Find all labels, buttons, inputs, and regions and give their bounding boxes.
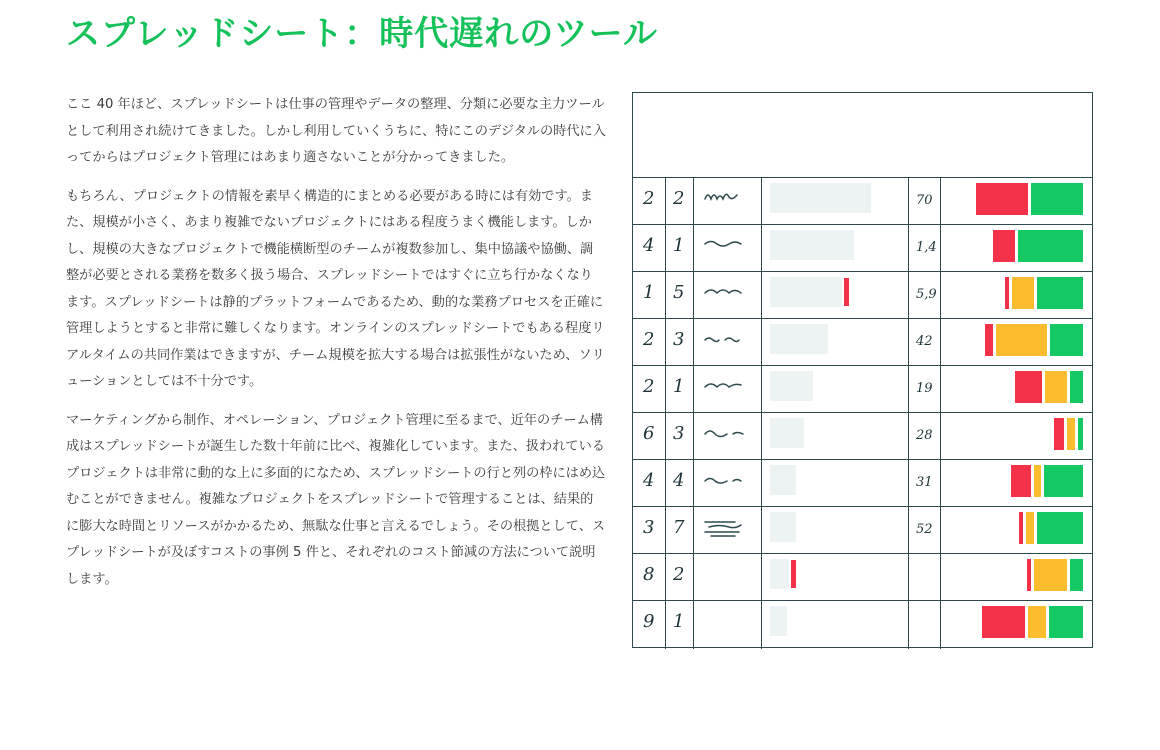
status-green-segment [1037, 277, 1083, 309]
status-yellow-segment [1034, 559, 1067, 591]
cell-value-a: 2 [643, 188, 655, 209]
alert-marker [791, 560, 796, 588]
grid-row-line [633, 365, 1092, 366]
status-red-segment [1027, 559, 1031, 591]
cell-value-a: 8 [643, 564, 655, 585]
status-red-segment [993, 230, 1015, 262]
cell-value-a: 9 [643, 611, 655, 632]
grid-row-line [633, 271, 1092, 272]
cell-value-b: 1 [673, 376, 685, 397]
page-title: スプレッドシート：時代遅れのツール [66, 14, 658, 54]
status-red-segment [985, 324, 993, 356]
alert-marker [844, 278, 849, 306]
grid-column-line [693, 177, 694, 649]
paragraph-limitations: もちろん、プロジェクトの情報を素早く構造的にまとめる必要がある時には有効です。また、規模が小さく、あまり複雑でないプロジェクトにはある程度うまく機能します。しかし、規模の大きなプロジェクトで機能横断型のチームが複数参加し、集中協議や協働、調整が必要とされる業務を数多く扱う場合、スプレッドシートではすぐに立ち行かなくなります。スプレッドシートは静的プラットフォームであるため、動的な業務プロセスを正確に管理しようとすると非常に難しくなります。オンラインのスプレッドシートでもある程度リアルタイムの共同作業はできますが、チーム規模を拡大する場合は拡張性がないため、ソリューションとしては不十分です。 [66, 188, 605, 389]
status-green-segment [1037, 512, 1083, 544]
cell-value-a: 6 [643, 423, 655, 444]
cell-value-b: 3 [673, 329, 685, 350]
grid-column-line [665, 177, 666, 649]
cell-value-a: 4 [643, 235, 655, 256]
cell-score-value: 70 [916, 193, 933, 208]
status-yellow-segment [1045, 371, 1067, 403]
status-red-segment [976, 183, 1028, 215]
status-red-segment [1054, 418, 1064, 450]
spreadsheet-header-area [633, 93, 1092, 177]
cell-value-b: 2 [673, 564, 685, 585]
grid-column-line [940, 177, 941, 649]
article-body [66, 92, 606, 605]
handwritten-scribble [701, 469, 761, 493]
grid-row-line [633, 177, 1092, 178]
status-red-segment [1005, 277, 1009, 309]
cell-value-b: 3 [673, 423, 685, 444]
handwritten-scribble [701, 328, 761, 352]
handwritten-scribble [701, 516, 761, 540]
status-yellow-segment [996, 324, 1047, 356]
grid-row-line [633, 318, 1092, 319]
status-green-segment [1031, 183, 1083, 215]
status-yellow-segment [1034, 465, 1041, 497]
cell-score-value: 5,9 [916, 287, 937, 302]
paragraph-intro: ここ 40 年ほど、スプレッドシートは仕事の管理やデータの整理、分類に必要な主力ツールとして利用され続けてきました。しかし利用していくうちに、特にこのデジタルの時代に入ってからはプロジェクト管理にはあまり適さないことが分かってきました。 [66, 97, 606, 165]
status-green-segment [1044, 465, 1083, 497]
handwritten-scribble [701, 375, 761, 399]
status-green-segment [1078, 418, 1083, 450]
cell-value-b: 4 [673, 470, 685, 491]
status-red-segment [982, 606, 1025, 638]
grid-row-line [633, 600, 1092, 601]
status-red-segment [1011, 465, 1031, 497]
status-yellow-segment [1026, 512, 1034, 544]
cell-value-a: 4 [643, 470, 655, 491]
cell-value-b: 5 [673, 282, 685, 303]
cell-value-b: 2 [673, 188, 685, 209]
cell-score-value: 42 [916, 334, 933, 349]
cell-score-value: 31 [916, 475, 933, 490]
progress-fill-bar [770, 230, 854, 260]
status-red-segment [1015, 371, 1042, 403]
cell-score-value: 19 [916, 381, 933, 396]
progress-fill-bar [770, 183, 871, 213]
progress-fill-bar [770, 324, 828, 354]
status-yellow-segment [1028, 606, 1046, 638]
paragraph-complexity: マーケティングから制作、オペレーション、プロジェクト管理に至るまで、近年のチーム構成はスプレッドシートが誕生した数十年前に比べ、複雑化しています。また、扱われているプロジェクトは非常に動的な上に多面的になため、スプレッドシートの行と列の枠にはめ込むことができません。複雑なプロジェクトをスプレッドシートで管理することは、結果的に膨大な時間とリソースがかかるため、無駄な仕事と言えるでしょう。その根拠として、スプレッドシートが及ぼすコストの事例 5 件と、それぞれのコスト節減の方法について説明します。 [66, 412, 606, 587]
cell-value-b: 1 [673, 611, 685, 632]
grid-row-line [633, 412, 1092, 413]
progress-fill-bar [770, 512, 796, 542]
progress-fill-bar [770, 559, 789, 589]
cell-value-b: 1 [673, 235, 685, 256]
grid-row-line [633, 224, 1092, 225]
handwritten-scribble [701, 234, 761, 258]
status-yellow-segment [1012, 277, 1034, 309]
handwritten-scribble [701, 281, 761, 305]
status-green-segment [1070, 371, 1083, 403]
status-green-segment [1018, 230, 1083, 262]
grid-row-line [633, 506, 1092, 507]
grid-row-line [633, 553, 1092, 554]
cell-score-value: 28 [916, 428, 933, 443]
grid-column-line [908, 177, 909, 649]
cell-value-b: 7 [673, 517, 685, 538]
status-green-segment [1070, 559, 1083, 591]
status-green-segment [1050, 324, 1083, 356]
status-red-segment [1019, 512, 1023, 544]
status-green-segment [1049, 606, 1083, 638]
cell-value-a: 3 [643, 517, 655, 538]
progress-fill-bar [770, 371, 813, 401]
progress-fill-bar [770, 465, 796, 495]
grid-row-line [633, 459, 1092, 460]
status-yellow-segment [1067, 418, 1075, 450]
cell-value-a: 2 [643, 329, 655, 350]
progress-fill-bar [770, 606, 787, 636]
handwritten-scribble [701, 422, 761, 446]
progress-fill-bar [770, 418, 804, 448]
progress-fill-bar [770, 277, 842, 307]
cell-score-value: 52 [916, 522, 933, 537]
grid-column-line [761, 177, 762, 649]
cell-value-a: 1 [643, 282, 655, 303]
cell-value-a: 2 [643, 376, 655, 397]
cell-score-value: 1,4 [916, 240, 937, 255]
spreadsheet-illustration [632, 92, 1093, 648]
handwritten-scribble [701, 187, 761, 211]
